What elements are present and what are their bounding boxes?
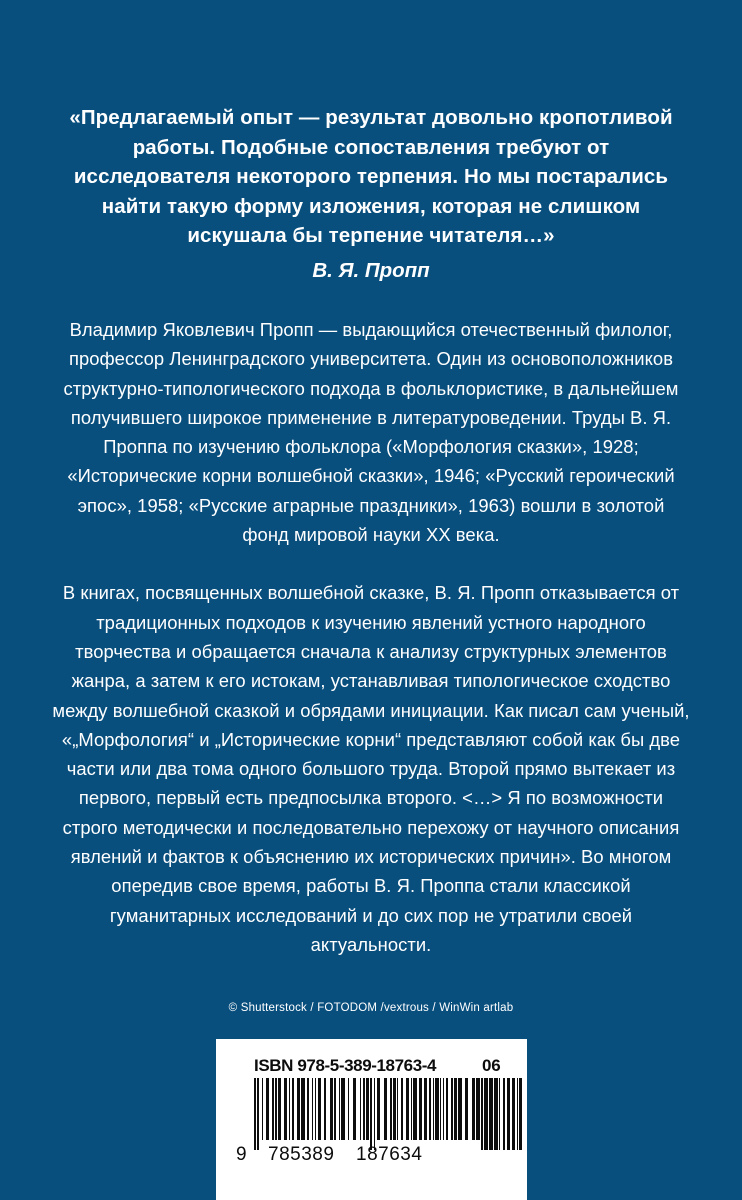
barcode-bar — [413, 1078, 416, 1140]
barcode-bar — [490, 1078, 493, 1150]
barcode-bar — [499, 1078, 500, 1150]
barcode-bar — [324, 1078, 326, 1140]
barcode-bar — [353, 1078, 356, 1140]
barcode-bar — [503, 1078, 506, 1150]
barcode-bar — [289, 1078, 290, 1140]
barcode-bar — [370, 1078, 372, 1150]
barcode-bar — [512, 1078, 516, 1150]
barcode-bar — [519, 1078, 522, 1150]
barcode-bar — [443, 1078, 444, 1140]
ean-right-group: 187634 — [356, 1144, 423, 1165]
barcode-bar — [363, 1078, 365, 1140]
barcode-bar — [454, 1078, 457, 1140]
barcode-graphic — [216, 1056, 527, 1176]
barcode-bar — [318, 1078, 320, 1140]
barcode-bar — [272, 1078, 273, 1140]
barcode-bar — [424, 1078, 427, 1140]
barcode-bar — [334, 1078, 335, 1140]
barcode-bar — [278, 1078, 280, 1140]
epigraph-attribution: В. Я. Пропп — [312, 259, 430, 282]
barcode-addon-text: 06 — [482, 1056, 501, 1075]
barcode-bar — [374, 1078, 376, 1150]
barcode-bar — [435, 1078, 438, 1140]
barcode-bar — [446, 1078, 448, 1140]
barcode-bar — [348, 1078, 349, 1140]
barcode-panel — [216, 1039, 527, 1200]
image-credits: © Shutterstock / FOTODOM /vextrous / WinWin artlab — [228, 1002, 514, 1014]
barcode-bar — [341, 1078, 344, 1140]
barcode-bar — [507, 1078, 511, 1150]
barcode-bar — [254, 1078, 256, 1150]
barcode-bar — [292, 1078, 294, 1140]
barcode-bar — [315, 1078, 316, 1140]
ean5-addon-bars — [481, 1078, 519, 1150]
barcode-bar — [411, 1078, 412, 1140]
barcode-bar — [339, 1078, 340, 1140]
barcode-bar — [360, 1078, 361, 1140]
barcode-bar — [458, 1078, 461, 1140]
barcode-bar — [366, 1078, 368, 1140]
barcode-bar — [262, 1078, 263, 1140]
barcode-bar — [429, 1078, 430, 1140]
barcode-bar — [266, 1078, 269, 1140]
barcode-bar — [384, 1078, 387, 1140]
barcode-bar — [517, 1078, 518, 1150]
isbn-row — [216, 1056, 527, 1076]
ean-left-group: 785389 — [268, 1144, 335, 1165]
barcode-bar — [390, 1078, 391, 1140]
ean-lead-digit: 9 — [236, 1144, 248, 1165]
barcode-bar — [484, 1078, 488, 1150]
blurb-paragraph-2: В книгах, посвященных волшебной сказке, В. Я. Пропп отказывается от традиционных подходов к изучению явлений устного народного творчества и обращается сначала к анализу структурных элементов жанра, а затем к его истокам, устанавливая типологическое сходство между волшебной сказкой и обрядами инициации. Как писал сам ученый, «„Морфология“ и „Исторические корни“ представляют собой как бы две части или два тома одного большого труда. Второй прямо вытекает из первого, первый есть предпосылка второго. <…> Я по возможности строго методически и последовательно перехожу от научного описания явлений и фактов к объяснению их исторических причин». Во многом опередив свое время, работы В. Я. Проппа стали классикой гуманитарных исследований и до сих пор не утратили своей актуальности. — [52, 582, 690, 955]
barcode-bar — [397, 1078, 398, 1140]
isbn-text: ISBN 978-5-389-18763-4 — [254, 1056, 437, 1075]
ean-digits — [216, 1144, 527, 1166]
barcode-bar — [377, 1078, 380, 1140]
barcode-bar — [330, 1078, 333, 1140]
barcode-bar — [284, 1078, 287, 1140]
blurb-paragraph-1: Владимир Яковлевич Пропп — выдающийся отечественный филолог, профессор Ленинградского университета. Один из основоположников структурно-типологического подхода в фольклористике, в дальнейшем получившего широкое применение в литературоведении. Труды В. Я. Проппа по изучению фольклора («Морфология сказки», 1928; «Исторические корни волшебной сказки», 1946; «Русский героический эпос», 1958; «Русские аграрные праздники», 1963) вошли в золотой фонд мировой науки XX века. — [63, 319, 679, 546]
barcode-bar — [301, 1078, 304, 1140]
back-cover-blurb — [52, 315, 690, 959]
barcode-bar — [433, 1078, 434, 1140]
barcode-bar — [419, 1078, 422, 1140]
barcode-bar — [257, 1078, 259, 1150]
ean13-bars — [254, 1078, 434, 1150]
barcode-bar — [476, 1078, 479, 1140]
barcode-bar — [393, 1078, 396, 1140]
barcode-bar — [481, 1078, 483, 1150]
barcode-bar — [472, 1078, 475, 1140]
barcode-bar — [451, 1078, 452, 1140]
barcode-bar — [494, 1078, 498, 1150]
barcode-bar — [401, 1078, 403, 1140]
barcode-bar — [275, 1078, 277, 1140]
barcode-bar — [465, 1078, 468, 1140]
barcode-bar — [312, 1078, 313, 1140]
barcode-bar — [406, 1078, 408, 1140]
barcode-bar — [297, 1078, 300, 1140]
barcode-bar — [440, 1078, 441, 1140]
epigraph-quote: «Предлагаемый опыт — результат довольно кропотливой работы. Подобные сопоставления требуют от исследователя некоторого терпения. Но мы постарались найти такую форму изложения, которая не слишком искушала бы терпение читателя…» — [69, 106, 673, 247]
barcode-bar — [307, 1078, 309, 1140]
